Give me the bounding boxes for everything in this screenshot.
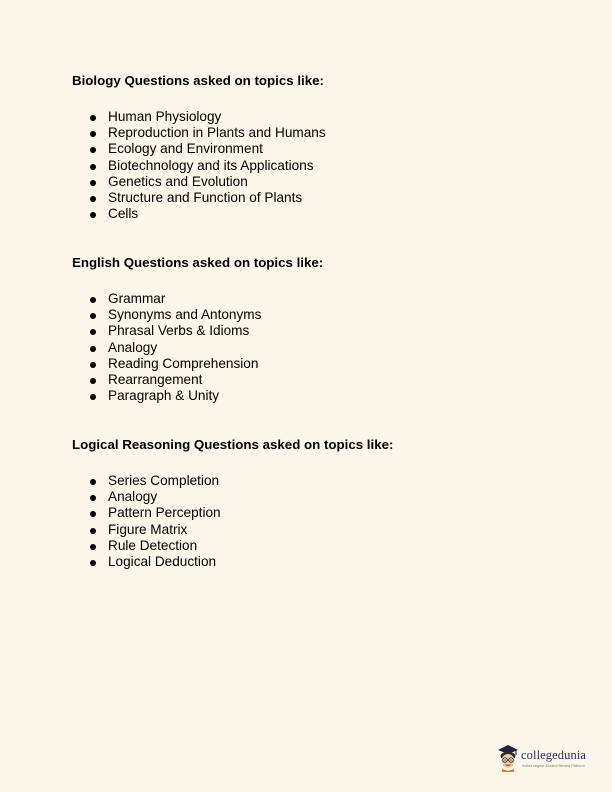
list-item: Biotechnology and its Applications — [90, 158, 326, 174]
list-item: Rearrangement — [90, 372, 261, 388]
list-item: Structure and Function of Plants — [90, 190, 326, 206]
list-item: Paragraph & Unity — [90, 388, 261, 404]
list-item: Pattern Perception — [90, 505, 221, 521]
logical-reasoning-topic-list — [90, 473, 221, 570]
list-item: Synonyms and Antonyms — [90, 307, 261, 323]
list-item: Rule Detection — [90, 538, 221, 554]
list-item: Logical Deduction — [90, 554, 221, 570]
list-item: Genetics and Evolution — [90, 174, 326, 190]
english-heading: English Questions asked on topics like: — [72, 255, 324, 270]
list-item: Grammar — [90, 291, 261, 307]
english-section — [72, 255, 552, 404]
list-item: Reproduction in Plants and Humans — [90, 125, 326, 141]
biology-topic-list — [90, 109, 326, 222]
logo-wordmark: collegedunia — [521, 748, 587, 762]
logical-reasoning-heading: Logical Reasoning Questions asked on topics like: — [72, 437, 394, 452]
english-topic-list — [90, 291, 261, 404]
logical-reasoning-section — [72, 437, 552, 570]
biology-heading: Biology Questions asked on topics like: — [72, 73, 324, 88]
biology-section — [72, 73, 552, 222]
list-item: Ecology and Environment — [90, 141, 326, 157]
list-item: Phrasal Verbs & Idioms — [90, 323, 261, 339]
list-item: Analogy — [90, 489, 221, 505]
list-item: Cells — [90, 206, 326, 222]
list-item: Figure Matrix — [90, 522, 221, 538]
collegedunia-logo[interactable] — [496, 744, 596, 774]
list-item: Series Completion — [90, 473, 221, 489]
student-mascot-icon — [496, 744, 520, 772]
logo-tagline: India's largest Student Review Platform — [522, 764, 585, 768]
list-item: Analogy — [90, 340, 261, 356]
list-item: Human Physiology — [90, 109, 326, 125]
list-item: Reading Comprehension — [90, 356, 261, 372]
